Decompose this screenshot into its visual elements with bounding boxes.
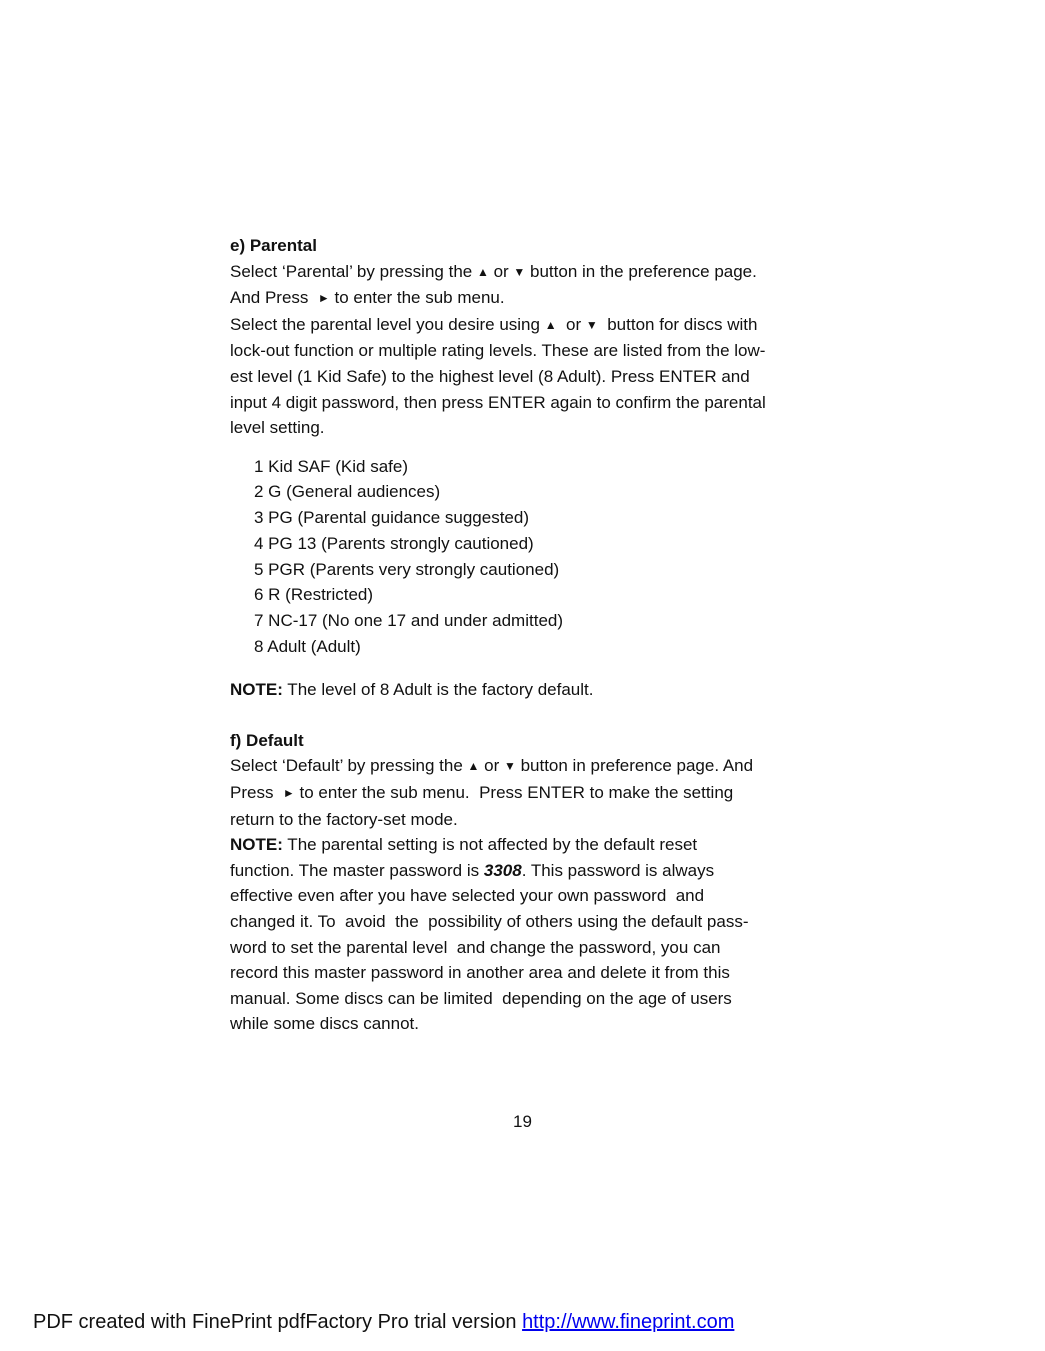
note-label: NOTE:: [230, 680, 283, 700]
rating-item: 3 PG (Parental guidance suggested): [254, 508, 530, 528]
text-line: input 4 digit password, then press ENTER again to confirm the parental: [230, 392, 766, 412]
text-line: return to the factory-set mode.: [230, 809, 458, 829]
section-heading-parental: e) Parental: [230, 236, 317, 255]
text-line: est level (1 Kid Safe) to the highest level (8 Adult). Press ENTER and: [230, 366, 750, 386]
down-arrow-icon: ▼: [503, 759, 516, 774]
text-line: word to set the parental level and change the password, you can: [230, 937, 721, 957]
rating-item: 6 R (Restricted): [254, 585, 374, 605]
down-arrow-icon: ▼: [585, 317, 598, 332]
up-arrow-icon: ▲: [544, 317, 557, 332]
rating-item: 2 G (General audiences): [254, 482, 441, 502]
text-line: Select the parental level you desire using ▲ or ▼ button for discs with: [230, 312, 830, 339]
pdf-footer: [33, 1311, 734, 1334]
text-line: record this master password in another area and delete it from this: [230, 963, 730, 983]
text-line: manual. Some discs can be limited depending on the age of users: [230, 988, 732, 1008]
text-line: effective even after you have selected your own password and: [230, 886, 705, 906]
section-default: [230, 728, 830, 1037]
text-line: level setting.: [230, 418, 325, 438]
text-line: while some discs cannot.: [230, 1014, 419, 1034]
up-arrow-icon: ▲: [476, 264, 489, 279]
text-line: And Press ► to enter the sub menu.: [230, 285, 830, 312]
down-arrow-icon: ▼: [513, 264, 526, 279]
rating-item: 4 PG 13 (Parents strongly cautioned): [254, 533, 534, 553]
text-line: function. The master password is 3308. This password is always: [230, 860, 715, 880]
text-line: Select ‘Parental’ by pressing the ▲ or ▼ button in the preference page.: [230, 259, 830, 286]
manual-page-content: [230, 233, 830, 1037]
rating-item: 7 NC-17 (No one 17 and under admitted): [254, 610, 564, 630]
text-line: Select ‘Default’ by pressing the ▲ or ▼ button in preference page. And: [230, 753, 830, 780]
rating-item: 1 Kid SAF (Kid safe): [254, 456, 409, 476]
rating-level-list: [254, 454, 830, 660]
right-arrow-icon: ►: [282, 786, 295, 801]
rating-item: 5 PGR (Parents very strongly cautioned): [254, 559, 560, 579]
text-line: NOTE: The parental setting is not affected by the default reset: [230, 835, 698, 855]
right-arrow-icon: ►: [317, 291, 330, 306]
footer-text: PDF created with FinePrint pdfFactory Pro trial version: [33, 1311, 523, 1333]
note-label: NOTE:: [230, 835, 283, 855]
fineprint-link[interactable]: http://www.fineprint.com: [522, 1311, 735, 1333]
text-line: Press ► to enter the sub menu. Press ENTER to make the setting: [230, 780, 830, 807]
rating-item: 8 Adult (Adult): [254, 636, 361, 656]
text-line: lock-out function or multiple rating levels. These are listed from the low-: [230, 341, 766, 361]
page-number: 19: [513, 1112, 532, 1131]
section-parental: [230, 233, 830, 441]
text-line: changed it. To avoid the possibility of others using the default pass-: [230, 912, 749, 931]
factory-default-note: NOTE: The level of 8 Adult is the factory default.: [230, 680, 594, 700]
master-password: 3308: [483, 860, 522, 880]
up-arrow-icon: ▲: [467, 759, 480, 774]
section-heading-default: f) Default: [230, 730, 304, 750]
